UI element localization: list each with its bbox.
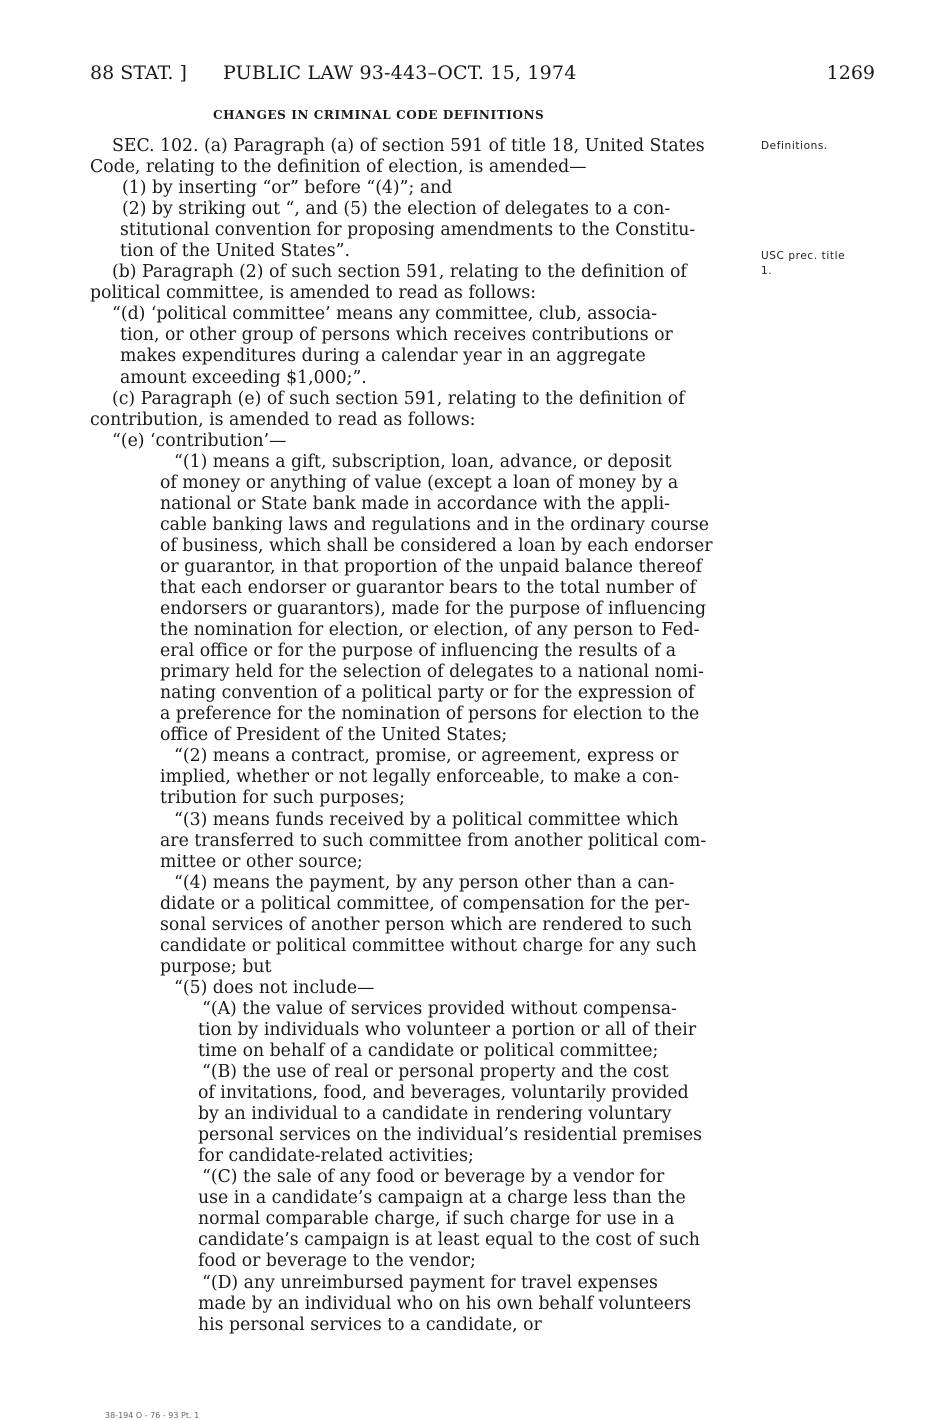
margin-note-usc-line2: 1. xyxy=(761,265,773,277)
volume-reference: 88 STAT. ] xyxy=(90,62,187,84)
page-number: 1269 xyxy=(826,62,875,84)
text-line: tion, or other group of persons which receives contributions or xyxy=(120,325,673,346)
text-line: his personal services to a candidate, or xyxy=(198,1314,542,1335)
text-line: endorsers or guarantors), made for the purpose of influencing xyxy=(160,599,707,620)
text-line: contribution, is amended to read as follows: xyxy=(90,409,476,430)
text-line: the nomination for election, or election, of any person to Fed- xyxy=(160,620,700,641)
text-line: didate or a political committee, of compensation for the per- xyxy=(160,893,690,914)
margin-note-usc-line1: USC prec. title xyxy=(761,250,846,262)
statute-text xyxy=(90,136,738,1336)
text-line: political committee, is amended to read as follows: xyxy=(90,283,537,304)
text-line: cable banking laws and regulations and in the ordinary course xyxy=(160,514,710,535)
text-line: primary held for the selection of delegates to a national nomi- xyxy=(160,662,704,683)
text-line: personal services on the individual’s residential premises xyxy=(198,1125,702,1146)
print-code-footer: 38-194 O - 76 - 93 Pt. 1 xyxy=(105,1411,200,1420)
text-line: of invitations, food, and beverages, voluntarily provided xyxy=(198,1083,689,1104)
text-line: Code, relating to the definition of election, is amended— xyxy=(90,157,587,178)
text-line: (1) by inserting “or” before “(4)”; and xyxy=(122,178,453,199)
text-line: nating convention of a political party or for the expression of xyxy=(160,683,695,704)
text-line: “(B) the use of real or personal property and the cost xyxy=(202,1062,669,1083)
text-line: (b) Paragraph (2) of such section 591, relating to the definition of xyxy=(112,262,687,283)
text-line: “(3) means funds received by a political committee which xyxy=(174,809,679,830)
text-line: are transferred to such committee from another political com- xyxy=(160,830,707,851)
text-line: “(2) means a contract, promise, or agreement, express or xyxy=(174,746,679,767)
margin-note-definitions: Definitions. xyxy=(761,140,828,152)
margin-note-usc xyxy=(761,249,845,279)
text-line: or guarantor, in that proportion of the unpaid balance thereof xyxy=(160,556,703,577)
text-line: (c) Paragraph (e) of such section 591, relating to the definition of xyxy=(112,388,685,409)
text-line: national or State bank made in accordance with the appli- xyxy=(160,493,670,514)
text-line: eral office or for the purpose of influencing the results of a xyxy=(160,641,676,662)
text-line: “(1) means a gift, subscription, loan, advance, or deposit xyxy=(174,451,672,472)
text-line: normal comparable charge, if such charge for use in a xyxy=(198,1209,675,1230)
text-line: candidate or political committee without charge for any such xyxy=(160,935,697,956)
text-line: a preference for the nomination of persons for election to the xyxy=(160,704,700,725)
text-line: of business, which shall be considered a loan by each endorser xyxy=(160,535,713,556)
text-line: (2) by striking out “, and (5) the election of delegates to a con- xyxy=(122,199,671,220)
text-line: use in a candidate’s campaign at a charge less than the xyxy=(198,1188,686,1209)
text-line: implied, whether or not legally enforceable, to make a con- xyxy=(160,767,680,788)
text-line: “(4) means the payment, by any person other than a can- xyxy=(174,872,675,893)
text-line: made by an individual who on his own behalf volunteers xyxy=(198,1293,692,1314)
text-line: by an individual to a candidate in rendering voluntary xyxy=(198,1104,672,1125)
text-line: tribution for such purposes; xyxy=(160,788,405,809)
text-line: food or beverage to the vendor; xyxy=(198,1251,476,1272)
text-line: purpose; but xyxy=(160,956,272,977)
text-line: tion by individuals who volunteer a portion or all of their xyxy=(198,1019,697,1040)
text-line: for candidate-related activities; xyxy=(198,1146,474,1167)
text-line: mittee or other source; xyxy=(160,851,363,872)
text-line: sonal services of another person which are rendered to such xyxy=(160,914,692,935)
text-line: candidate’s campaign is at least equal to the cost of such xyxy=(198,1230,700,1251)
text-line: tion of the United States”. xyxy=(120,241,350,262)
text-line: amount exceeding $1,000;”. xyxy=(120,367,367,388)
text-line: makes expenditures during a calendar year in an aggregate xyxy=(120,346,646,367)
text-line: “(d) ‘political committee’ means any committee, club, associa- xyxy=(112,304,658,325)
text-line: of money or anything of value (except a loan of money by a xyxy=(160,472,679,493)
text-line: “(A) the value of services provided without compensa- xyxy=(202,998,677,1019)
running-head: PUBLIC LAW 93-443–OCT. 15, 1974 xyxy=(223,62,577,84)
text-line: SEC. 102. (a) Paragraph (a) of section 591 of title 18, United States xyxy=(112,136,705,156)
section-heading: CHANGES IN CRIMINAL CODE DEFINITIONS xyxy=(213,108,545,122)
text-line: time on behalf of a candidate or political committee; xyxy=(198,1041,659,1062)
text-line: office of President of the United States; xyxy=(160,725,508,746)
text-line: stitutional convention for proposing amendments to the Constitu- xyxy=(120,220,696,241)
text-line: “(5) does not include— xyxy=(174,977,375,998)
text-line: that each endorser or guarantor bears to the total number of xyxy=(160,577,696,598)
text-line: “(C) the sale of any food or beverage by a vendor for xyxy=(202,1167,665,1188)
text-line: “(D) any unreimbursed payment for travel expenses xyxy=(202,1272,658,1293)
text-line: “(e) ‘contribution’— xyxy=(112,430,287,451)
